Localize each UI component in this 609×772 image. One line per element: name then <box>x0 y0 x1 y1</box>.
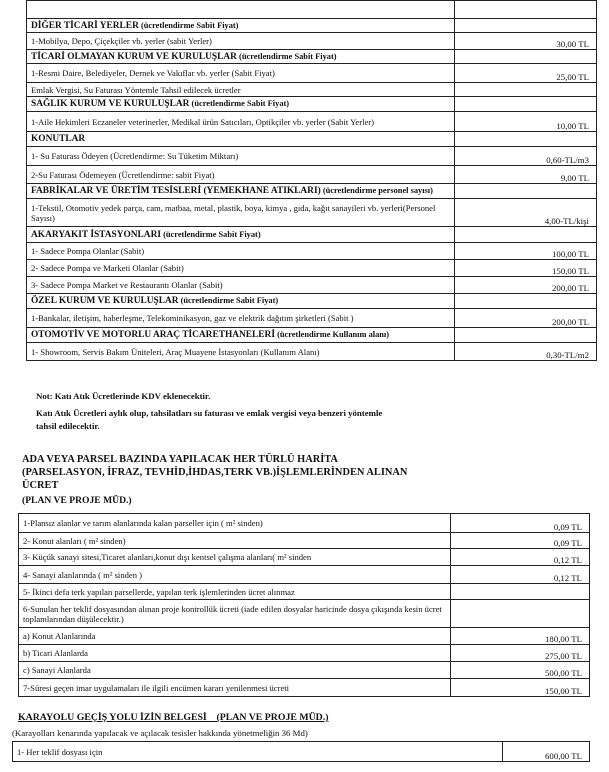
fee-description <box>27 1 455 19</box>
category-title <box>27 294 455 309</box>
pricing-basis-note: (ücretlendirme Sabit Fiyat) <box>189 99 290 108</box>
fee-row <box>19 514 590 533</box>
section2-title-line3: ÜCRET <box>22 480 59 491</box>
fee-description: 1- Her teklif dosyası için <box>13 742 503 762</box>
fee-description: Emlak Vergisi, Su Faturası Yöntemle Tahsil edilecek ücretler <box>27 83 455 97</box>
fee-amount: 0,12 TL <box>451 549 590 566</box>
fee-row <box>27 260 597 277</box>
fee-amount <box>455 294 597 309</box>
section3-description: (Karayolları kenarında yapılacak ve açılacak tesisler hakkında yönetmeliğin 36 Md) <box>12 728 308 738</box>
category-title <box>27 50 455 64</box>
category-title <box>27 19 455 33</box>
category-name: TİCARİ OLMAYAN KURUM VE KURULUŞLAR <box>31 51 237 62</box>
fee-row <box>27 309 597 328</box>
fee-description: 1-Bankalar, iletişim, haberleşme, Telekominikasyon, gaz ve elektrik dağıtım şirketleri (Sabit ) <box>27 309 455 328</box>
fee-description: 5- İkinci defa terk yapılan parsellerde, yapılan terk işlemlerinden ücret alınmaz <box>19 584 451 600</box>
note-monthly: Katı Atık Ücretleri aylık olup, tahsilatları su faturası ve emlak vergisi veya benzeri yöntemle <box>36 408 383 418</box>
category-name: SAĞLIK KURUM VE KURULUŞLAR <box>31 99 190 109</box>
section2-subtitle: (PLAN VE PROJE MÜD.) <box>22 495 132 506</box>
fee-description: 2- Konut alanları ( m² sinden) <box>19 533 451 549</box>
fee-row <box>13 742 590 762</box>
fee-row <box>27 277 597 294</box>
fee-row <box>27 343 597 361</box>
fee-description: 1-Plansız alanlar ve tarım alanlarında kalan parseller için ( m² sinden) <box>19 514 451 533</box>
pricing-basis-note: (ücretlendirme Sabit Fiyat) <box>178 296 279 305</box>
fee-row <box>27 112 597 132</box>
fee-row <box>19 533 590 549</box>
fee-description: 1-Aile Hekimleri Eczaneler veterinerler, Medikal ürün Satıcıları, Optikçiler vb. yerler (Sabit Yerler) <box>27 112 455 132</box>
fee-row <box>19 645 590 662</box>
category-title <box>27 227 455 243</box>
fee-table-road-access <box>12 741 590 762</box>
fee-row <box>27 166 597 184</box>
fee-amount: 100,00 TL <box>455 243 597 260</box>
category-name: OTOMOTİV VE MOTORLU ARAÇ TİCARETHANELERİ <box>31 330 275 340</box>
fee-amount: 4,00-TL/kişi <box>455 199 597 227</box>
fee-row <box>19 679 590 697</box>
category-title <box>27 184 455 199</box>
pricing-basis-note: (ücretlendirme Sabit Fiyat) <box>161 229 261 239</box>
fee-amount <box>455 97 597 112</box>
category-title <box>27 328 455 343</box>
fee-row <box>19 662 590 679</box>
fee-amount: 150,00 TL <box>451 679 590 697</box>
fee-amount: 10,00 TL <box>455 112 597 132</box>
fee-amount: 0,60-TL/m3 <box>455 147 597 166</box>
fee-amount <box>455 132 597 147</box>
fee-amount: 600,00 TL <box>503 742 590 762</box>
fee-amount <box>451 584 590 600</box>
fee-description: 1-Resmi Daire, Belediyeler, Dernek ve Vakıflar vb. yerler (Sabit Fiyat) <box>27 64 455 83</box>
fee-description: 7-Süresi geçen imar uygulamaları ile ilgili encümen kararı yenilenmesi ücreti <box>19 679 451 697</box>
category-header-row <box>27 184 597 199</box>
category-header-row <box>27 97 597 112</box>
fee-description: 4- Sanayi alanlarında ( m² sinden ) <box>19 566 451 584</box>
fee-description: 1- Su Faturası Ödeyen (Ücretlendirme: Su Tüketim Miktarı) <box>27 147 455 166</box>
note-collection: tahsil edilecektir. <box>36 421 100 431</box>
fee-row <box>19 549 590 566</box>
fee-description: 1- Sadece Pompa Olanlar (Sabit) <box>27 243 455 260</box>
pricing-basis-note: (ücretlendirme personel sayısı) <box>320 186 433 195</box>
fee-row <box>27 199 597 227</box>
category-name: DİĞER TİCARİ YERLER <box>31 20 139 31</box>
fee-description: 3- Sadece Pompa Market ve Restaurantı Olanlar (Sabit) <box>27 277 455 294</box>
note-kdv: Not: Katı Atık Ücretlerinde KDV eklenecektir. <box>36 391 211 401</box>
fee-description: 1-Mobilya, Depo, Çiçekçiler vb. yerler (sabit Yerler) <box>27 33 455 50</box>
fee-row <box>27 64 597 83</box>
category-header-row <box>27 132 597 147</box>
fee-amount <box>455 328 597 343</box>
category-name: ÖZEL KURUM VE KURULUŞLAR <box>31 296 179 306</box>
fee-amount: 500,00 TL <box>451 662 590 679</box>
fee-description: a) Konut Alanlarında <box>19 628 451 645</box>
fee-description: b) Ticari Alanlarda <box>19 645 451 662</box>
category-title <box>27 97 455 112</box>
fee-amount: 0,12 TL <box>451 566 590 584</box>
fee-description: 6-Sunulan her teklif dosyasından alınan proje kontrollük ücreti (iade edilen dosyalar haricinde dosya çıkışında kesin ücret toplamlarından düşülecektir.) <box>19 600 451 628</box>
fee-row <box>19 584 590 600</box>
fee-amount: 200,00 TL <box>455 277 597 294</box>
section3-title: KARAYOLU GEÇİŞ YOLU İZİN BELGESİ (PLAN VE PROJE MÜD.) <box>18 712 329 723</box>
fee-description: 1- Showroom, Servis Bakım Üniteleri, Araç Muayene İstasyonları (Kullanım Alanı) <box>27 343 455 361</box>
category-name: AKARYAKIT İSTASYONLARI <box>31 229 161 240</box>
section2-title-line2: (PARSELASYON, İFRAZ, TEVHİD,İHDAS,TERK VB.)İŞLEMLERİNDEN ALINAN <box>22 467 408 478</box>
fee-row <box>19 566 590 584</box>
fee-amount <box>455 83 597 97</box>
category-header-row <box>27 227 597 243</box>
fee-row <box>19 628 590 645</box>
fee-row <box>27 1 597 19</box>
fee-amount <box>455 1 597 19</box>
fee-amount: 25,00 TL <box>455 64 597 83</box>
fee-amount: 150,00 TL <box>455 260 597 277</box>
fee-row <box>27 147 597 166</box>
fee-amount: 9,00 TL <box>455 166 597 184</box>
fee-amount <box>455 227 597 243</box>
fee-table-map-parcel <box>18 513 590 697</box>
fee-table-solid-waste <box>26 0 597 361</box>
fee-description: 1-Tekstil, Otomotiv yedek parça, cam, matbaa, metal, plastik, boya, kimya , gıda, kağıt sanayileri vb. yerleri(Personel Sayısı) <box>27 199 455 227</box>
fee-amount: 30,00 TL <box>455 33 597 50</box>
category-header-row <box>27 19 597 33</box>
fee-description: 3- Küçük sanayi sitesi,Ticaret alanları,konut dışı kentsel çalışma alanları( m² sinden <box>19 549 451 566</box>
fee-row <box>27 243 597 260</box>
pricing-basis-note: (ücretlendirme Sabit Fiyat) <box>236 51 337 61</box>
category-header-row <box>27 294 597 309</box>
fee-amount: 275,00 TL <box>451 645 590 662</box>
fee-amount: 200,00 TL <box>455 309 597 328</box>
fee-amount: 0,09 TL <box>451 533 590 549</box>
fee-description: c) Sanayi Alanlarda <box>19 662 451 679</box>
fee-amount: 180,00 TL <box>451 628 590 645</box>
fee-amount <box>455 50 597 64</box>
fee-amount: 0,09 TL <box>451 514 590 533</box>
fee-row <box>19 600 590 628</box>
fee-row <box>27 83 597 97</box>
fee-amount <box>455 19 597 33</box>
fee-amount <box>451 600 590 628</box>
category-name: FABRİKALAR VE ÜRETİM TESİSLERİ (YEMEKHANE ATIKLARI) <box>31 186 321 196</box>
fee-amount: 0,30-TL/m2 <box>455 343 597 361</box>
fee-amount <box>455 184 597 199</box>
fee-description: 2-Su Faturası Ödemeyen (Ücretlendirme: sabit Fiyat) <box>27 166 455 184</box>
category-header-row <box>27 328 597 343</box>
section2-title-line1: ADA VEYA PARSEL BAZINDA YAPILACAK HER TÜRLÜ HARİTA <box>22 454 338 465</box>
fee-row <box>27 33 597 50</box>
fee-description: 2- Sadece Pompa ve Marketi Olanlar (Sabit) <box>27 260 455 277</box>
pricing-basis-note: (ücretlendirme Sabit Fiyat) <box>138 20 239 30</box>
pricing-basis-note: (ücretlendirme Kullanım alanı) <box>274 330 390 339</box>
category-header-row <box>27 50 597 64</box>
category-title <box>27 132 455 147</box>
category-name: KONUTLAR <box>31 134 86 144</box>
